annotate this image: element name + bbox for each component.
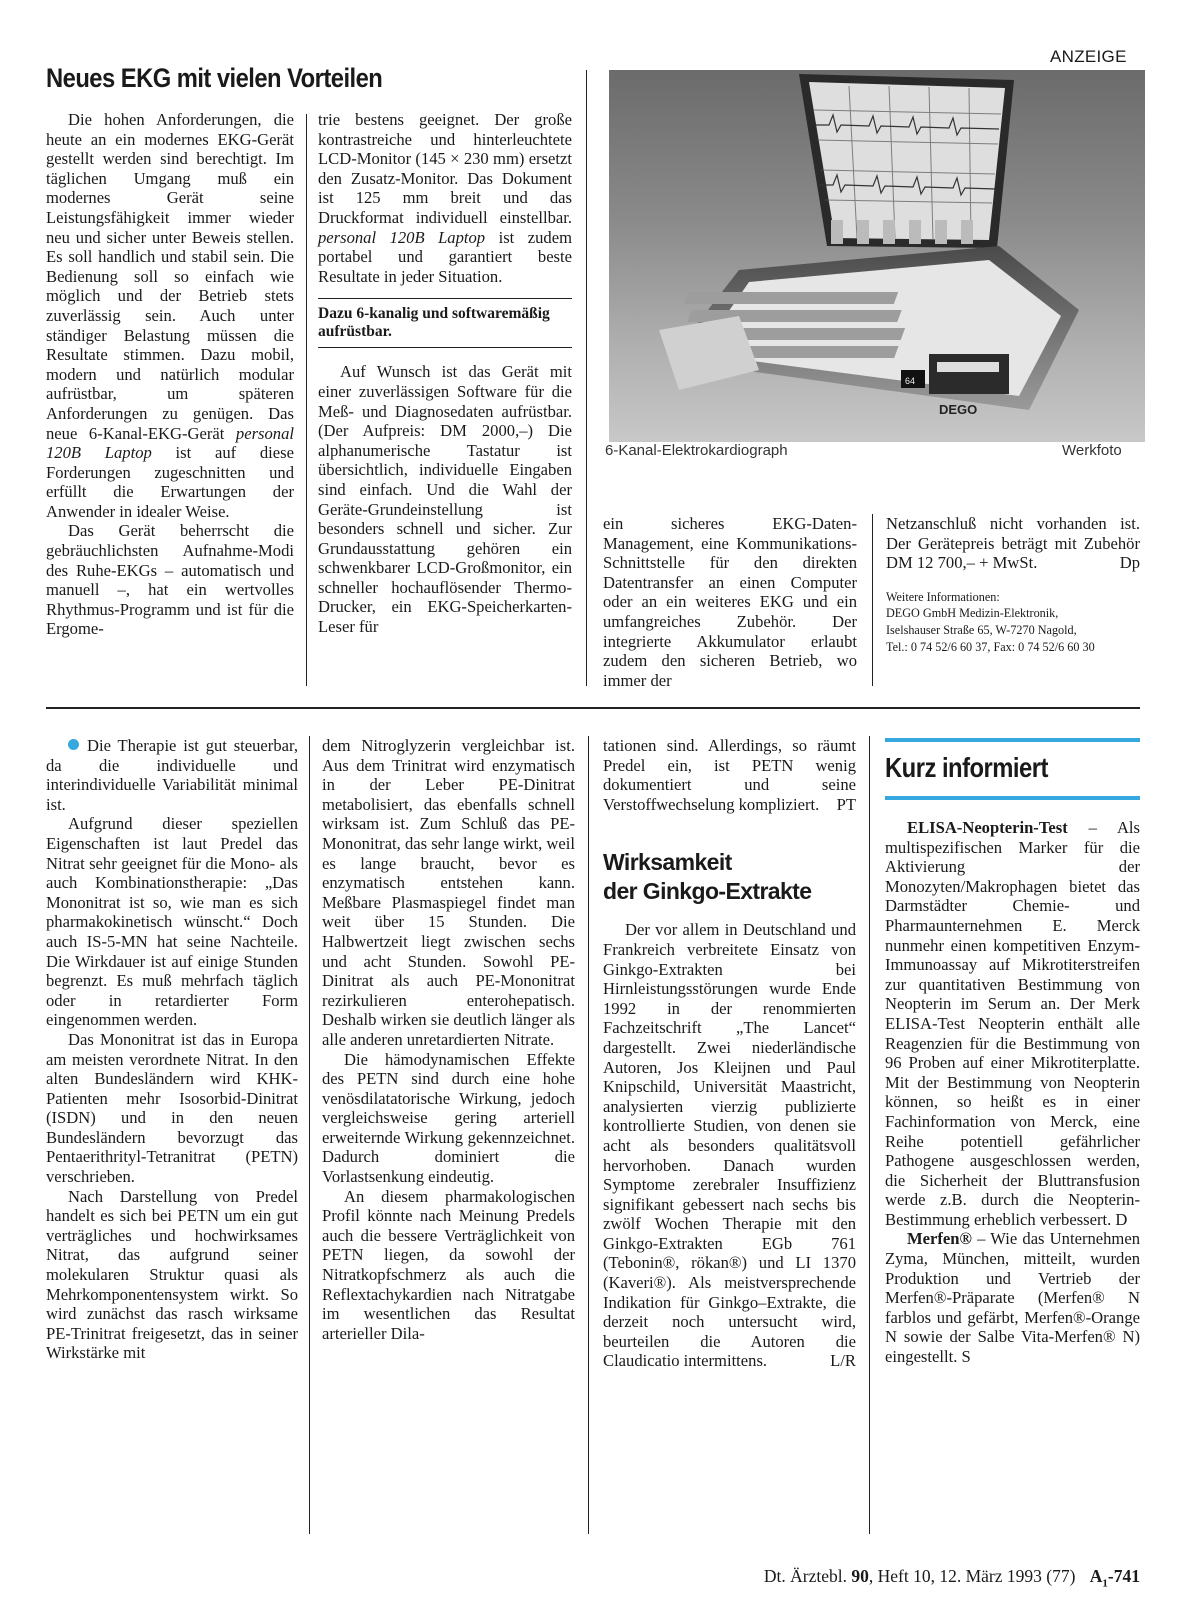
ginkgo-body: Der vor allem in Deutschland und Frankreich verbreitete Einsatz von Ginkgo-Extrakten bei Hirnleistungsstörungen wurde Ende 1992 in der renommierten Fachzeitschrift „The Lancet“ dargestellt. Zwei niederländische Autoren, Jos Kleijnen und Paul Knipschild, Universität Maastricht, analysierten vierzig publizierte kontrollierte Studien, von denen sie acht als besonders qualitätsvoll hervorhoben. Danach wurden Symptome zerebraler Insuffizienz signifikant gebessert nach sechs bis zwölf Wochen Therapie mit den Ginkgo-Extrakten EGb 761 (Tebonin®, rökan®) und LI 1370 (Kaveri®). Als meistversprechende Indikation für Ginkgo–Extrakte, die derzeit noch untersucht wird, beurteilen die Autoren die Claudicatio intermittens.	[603, 920, 856, 1371]
ekg-col1-paragraph-2: Das Gerät beherrscht die gebräuchlichsten Aufnahme-Modi des Ruhe-EKGs – automatisch und manuell –, hat ein wertvolles Rhythmus-Programm und ist für die Ergome-	[46, 521, 294, 639]
product-name-italic: personal 120B Laptop	[318, 227, 486, 247]
kurz-title: Kurz informiert	[885, 752, 1048, 783]
device-brand-label: DEGO	[939, 402, 978, 417]
nitrat-col2-p2: Die hämodynamischen Effekte des PETN sind durch eine hohe venösdilatatorische Wirkung, jedoch vergleichsweise gering arteriell erweiternde Wirkung gekennzeichnet. Dadurch dominiert die Vorlastsenkung eindeutig.	[322, 1049, 575, 1187]
author-sig: D	[1115, 1209, 1128, 1229]
photo-credit: Werkfoto	[1062, 442, 1122, 459]
merfen-label: Merfen®	[907, 1229, 972, 1249]
ekg-article-column-3: ein sicheres EKG-Daten-Management, eine Kommunikations-Schnittstelle für den direkten Datentransfer an einen Computer oder an ein weiteres EKG und ein umfangreiches Zubehör. Der integrierte Akkumulator erlaubt zudem den sicheren Betrieb, wo immer der	[603, 514, 857, 690]
ekg-col2-text-a: trie bestens geeignet. Der große kontrastreiche und hinterleuchtete LCD-Monitor (145 × 230 mm) ersetzt den Zusatz-Monitor. Das Dokument ist 125 mm breit und das Druckformat individuell einstellbar.	[318, 110, 572, 227]
nitrat-column-1	[46, 736, 298, 1363]
ginkgo-title	[603, 848, 856, 906]
ekg-col1-text-b: ist auf diese Forderungen zugeschnitten und erfüllt die Erwartungen der Anwender in idealer Weise.	[46, 443, 294, 521]
page-footer	[764, 1566, 1140, 1590]
merfen-body: – Wie das Unternehmen Zyma, München, mitteilt, wurden Produktion und Vertrieb der Merfen®-Präparate (Merfen® N farblos und gefärbt, Merfen®-Orange N sowie der Salbe Vita-Merfen® N) eingestellt.	[885, 1229, 1140, 1367]
ad-label: ANZEIGE	[1050, 47, 1127, 66]
memory-card-label: 64	[905, 376, 916, 386]
ekg-subheading: Dazu 6-kanalig und softwaremäßig aufrüstbar.	[318, 298, 572, 348]
issue-info: , Heft 10, 12. März 1993 (77)	[868, 1566, 1076, 1586]
ekg-article-column-4	[886, 514, 1140, 655]
ekg-article-column-1	[46, 110, 294, 639]
ekg-col2-text-b: ist zudem portabel und garantiert beste Resultate in jeder Situation.	[318, 227, 572, 286]
nitrat-col2-p3: An diesem pharmakologischen Profil könnte nach Meinung Predels auch die bessere Verträglichkeit von PETN liegen, da sowohl der Nitratkopfschmerz als auch die Reflextachykardien nach Nitratgabe im wesentlichen das Resultat arterieller Dila-	[322, 1186, 575, 1343]
elisa-label: ELISA-Neopterin-Test	[907, 818, 1068, 837]
ekg-col1-text-a: Die hohen Anforderungen, die heute an ein modernes EKG-Gerät gestellt werden sind berechtigt. Im täglichen Umgang muß ein modernes Gerät seine Leistungsfähigkeit immer wieder neu und sicher unter Beweis stellen. Es soll handlich und stabil sein. Die Bedienung soll so einfach wie möglich und der Betrieb stets zuverlässig sein. Auch unter ständiger Belastung müssen die Resultate stimmen. Dazu mobil, modern und natürlich modular aufrüstbar, um späteren Anforderungen zu genügen. Das neue 6-Kanal-EKG-Gerät	[46, 110, 294, 443]
kurz-bottom-bar	[885, 796, 1140, 800]
author-sig: S	[961, 1347, 971, 1367]
bullet-icon	[68, 739, 79, 750]
elisa-body: – Als multispezifischen Marker für die Aktivierung der Monozyten/Makrophagen bietet das Darmstädter Chemie- und Pharmaunternehmen E. Merck nunmehr einen kompetitiven Enzym-Immunoassay auf Mikrotiterstreifen zur quantitativen Bestimmung von Neopterin im Serum an. Der Merk ELISA-Test Neopterin enthält alle Reagenzien für die Bestimmung von 96 Proben auf einer Mikrotiterplatte. Mit der Bestimmung von Neopterin können, so heißt es in einer Fachinformation von Merck, eine Reihe potentiell gefährlicher Pathogene ausgeschlossen werden, die Sicherheit der Bluttransfusion werde z.B. durch die Neopterin-Bestimmung erheblich verbessert.	[885, 818, 1140, 1229]
nitrat-col3-p1: tationen sind. Allerdings, so räumt Predel ein, ist PETN wenig dokumentiert und seine Verstoffwechselung kompliziert.	[603, 736, 856, 814]
ekg-device-photo	[609, 70, 1145, 442]
section-separator	[46, 707, 1140, 709]
ginkgo-title-line: Wirksamkeit	[603, 849, 732, 876]
journal-name: Dt. Ärztebl.	[763, 1566, 847, 1586]
product-name-italic: personal 120B Laptop	[46, 423, 294, 463]
ekg-article-title: Neues EKG mit vielen Vorteilen	[46, 63, 383, 93]
kurz-column	[885, 818, 1140, 1367]
nitrat-col1-p1: Die Therapie ist gut steuerbar, da die individuelle und interindividuelle Variabilität minimal ist.	[46, 736, 298, 814]
author-sig: L/R	[830, 1351, 856, 1371]
author-sig: Dp	[1119, 553, 1140, 573]
photo-caption: 6-Kanal-Elektrokardiograph	[605, 442, 788, 459]
column-divider	[586, 70, 587, 686]
ekg-article-column-2	[318, 110, 572, 637]
column-divider	[872, 514, 873, 686]
price-text: Netzanschluß nicht vorhanden ist. Der Gerätepreis beträgt mit Zubehör DM 12 700,– + MwSt.	[886, 514, 1140, 573]
kurz-top-bar	[885, 738, 1140, 742]
column-divider	[309, 736, 310, 1534]
ginkgo-column	[603, 736, 856, 1371]
info-block	[886, 589, 1140, 655]
info-line: Iselshauser Straße 65, W-7270 Nagold,	[886, 622, 1077, 637]
info-line: DEGO GmbH Medizin-Elektronik,	[886, 606, 1059, 621]
ginkgo-title-line: der Ginkgo-Extrakte	[603, 878, 812, 905]
nitrat-col1-p3: Das Mononitrat ist das in Europa am meisten verordnete Nitrat. In den alten Bundesländern wird KHK-Patienten mehr Isosorbid-Dinitrat (ISDN) und in den neuen Bundesländern bevorzugt das Pentaerithrityl-Tetranitrat (PETN) verschrieben.	[46, 1029, 298, 1187]
column-divider	[306, 114, 307, 686]
page-number: $A_1-741$	[1089, 1566, 1140, 1590]
ekg-device-illustration	[609, 70, 1145, 442]
ekg-col2-paragraph-2: Auf Wunsch ist das Gerät mit einer zuverlässigen Software für die Meß- und Diagnosedaten aufrüstbar. (Der Aufpreis: DM 2000,–) Die alphanumerische Tastatur ist übersichtlich, individuelle Eingaben sind einfach. Und die Wahl der Geräte-Grundeinstellung ist besonders schnell und sicher. Zur Grundausstattung gehören ein schwenkbarer LCD-Großmonitor, ein schneller hochauflösender Thermo-Drucker, ein EKG-Speicherkarten-Leser für	[318, 362, 572, 637]
nitrat-col1-p2: Aufgrund dieser speziellen Eigenschaften ist laut Predel das Nitrat sehr geeignet für die Mono- als auch Kombinationstherapie: „Das Mononitrat ist so, wie man es sich pharmakokinetisch wünscht.“ Doch auch IS-5-MN hat seine Nachteile. Die Wirkdauer ist auf einige Stunden begrenzt. Es muß mehrfach täglich oder in retardierter Form eingenommen werden.	[46, 814, 298, 1030]
nitrat-col1-p4: Nach Darstellung von Predel handelt es sich bei PETN um ein gut verträgliches und hochwirksames Nitrat, das aufgrund seiner molekularen Struktur quasi als Mehrkomponentensystem wirkt. So wird zunächst das rasch wirksame PE-Trinitrat freigesetzt, das in seiner Wirkstärke mit	[46, 1186, 298, 1363]
column-divider	[588, 736, 589, 1534]
nitrat-col2-p1: dem Nitroglyzerin vergleichbar ist. Aus dem Trinitrat wird enzymatisch in der Leber PE-Dinitrat metabolisiert, das ebenfalls schnell wirksam ist. Zum Schluß das PE-Mononitrat, das sehr lange wirkt, weil es lange braucht, bevor es enzymatisch entstehen kann. Meßbare Plasmaspiegel findet man weit über 15 Stunden. Die Halbwertzeit liegt zwischen sechs und acht Stunden. Sowohl PE-Dinitrat als auch PE-Mononitrat rezirkulieren enterohepatisch. Deshalb wirken sie deutlich länger als alle anderen unretardierten Nitrate.	[322, 736, 575, 1049]
nitrat-column-2	[322, 736, 575, 1343]
journal-volume: 90	[851, 1566, 869, 1586]
author-sig: PT	[836, 794, 856, 814]
column-divider	[869, 736, 870, 1534]
info-line: Tel.: 0 74 52/6 60 37, Fax: 0 74 52/6 60 30	[886, 639, 1095, 654]
info-label: Weitere Informationen:	[886, 589, 1000, 604]
